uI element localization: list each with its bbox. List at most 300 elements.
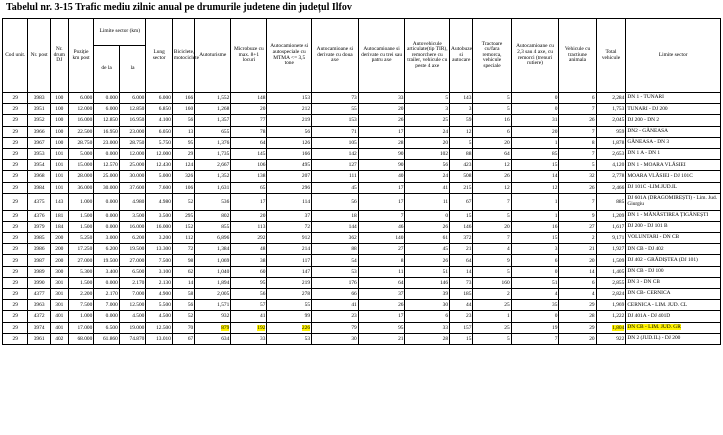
cell-bic: 58 [172, 289, 194, 300]
cell-aut: 932 [195, 311, 231, 322]
header-autoturisme: Autoturisme [195, 19, 231, 93]
cell-ac2: 41 [312, 300, 359, 311]
cell-la: 12.850 [119, 104, 146, 115]
cell-tra: 27 [559, 221, 596, 232]
cell-acr: 3 [511, 244, 559, 255]
cell-acm: 56 [267, 126, 312, 137]
cell-acm: 126 [267, 137, 312, 148]
cell-lim: DN 1 - MĂNĂSTIREA ȚIGĂNEȘTI [626, 210, 721, 221]
header-autobuze: Autobuze si autocare [450, 19, 473, 93]
cell-post: 4375 [28, 193, 50, 210]
cell-cod: 29 [3, 193, 28, 210]
cell-post: 3963 [28, 300, 50, 311]
cell-acr: 31 [511, 115, 559, 126]
cell-ac3: 28 [358, 137, 405, 148]
cell-poz: 5.300 [68, 266, 93, 277]
cell-trc: 5 [473, 266, 511, 277]
cell-ac3: 46 [358, 221, 405, 232]
cell-trc: 12 [473, 160, 511, 171]
cell-ac3: 26 [358, 300, 405, 311]
cell-dj: 184 [50, 221, 68, 232]
header-tractoare: Tractoare cu/fara remorca, vehicule speciale [473, 19, 511, 93]
cell-dj: 101 [50, 148, 68, 159]
cell-poz: 17.000 [68, 322, 93, 333]
table-row [3, 137, 721, 148]
cell-la: 30.000 [119, 171, 146, 182]
cell-lim: VOLUNTARI - DN CB [626, 233, 721, 244]
cell-acm: 207 [267, 171, 312, 182]
cell-de: 7.000 [94, 300, 119, 311]
cell-la: 16.950 [119, 115, 146, 126]
cell-dj: 300 [50, 266, 68, 277]
cell-trc: 16 [473, 115, 511, 126]
cell-lim: DN CB- CERNICA [626, 289, 721, 300]
cell-tra: 14 [559, 266, 596, 277]
cell-acr: 20 [511, 126, 559, 137]
cell-dj: 100 [50, 126, 68, 137]
cell-dj: 100 [50, 137, 68, 148]
cell-bus: 185 [450, 289, 473, 300]
cell-cod: 29 [3, 255, 28, 266]
cell-bus: 508 [450, 171, 473, 182]
cell-acr: 35 [511, 300, 559, 311]
cell-lim: DJ 101C -LIM.JUD.IL [626, 182, 721, 193]
cell-art: 11 [405, 193, 450, 210]
cell-mic: 138 [231, 171, 267, 182]
header-autocamioane-2: Autocamioane si derivate cu doua axe [312, 19, 359, 93]
cell-aut: 2,667 [195, 160, 231, 171]
cell-ac2: 153 [312, 115, 359, 126]
cell-dj: 200 [50, 244, 68, 255]
cell-poz: 5.000 [68, 148, 93, 159]
cell-dj: 401 [50, 311, 68, 322]
cell-bic: 14 [172, 277, 194, 288]
cell-mic: 77 [231, 115, 267, 126]
table-row [3, 182, 721, 193]
cell-la: 19.000 [119, 322, 146, 333]
cell-poz: 1.000 [68, 193, 93, 210]
cell-trc: 26 [473, 171, 511, 182]
cell-la: 23.000 [119, 126, 146, 137]
table-row [3, 300, 721, 311]
cell-bus: 423 [450, 160, 473, 171]
cell-acm: 212 [267, 104, 312, 115]
cell-bus: 23 [450, 311, 473, 322]
cell-acr: 0 [511, 104, 559, 115]
cell-bic: 67 [172, 333, 194, 344]
table-row [3, 193, 721, 210]
cell-tra: 7 [559, 193, 596, 210]
cell-tot: 1,927 [596, 244, 626, 255]
cell-lim: DJ 200 - DN 2 [626, 115, 721, 126]
cell-ac2: 45 [312, 182, 359, 193]
cell-tot: 1,969 [596, 300, 626, 311]
cell-dj: 100 [50, 104, 68, 115]
header-articulate: Autovehicule articulate(tip TIR), remorchere cu trailer, vehicule cu peste 4 axe [405, 19, 450, 93]
cell-mic: 95 [231, 277, 267, 288]
header-autocamionete: Autocamionete si autospeciale cu MTMA <= 3,5 tone [267, 19, 312, 93]
cell-art: 61 [405, 233, 450, 244]
header-nr-drum: Nr. drum DJ [50, 19, 68, 93]
table-row [3, 171, 721, 182]
cell-acr: 0 [511, 266, 559, 277]
table-row [3, 244, 721, 255]
cell-lim [626, 322, 721, 333]
cell-acr: 15 [511, 160, 559, 171]
cell-mic: 292 [231, 233, 267, 244]
cell-bus: 146 [450, 221, 473, 232]
cell-art: 3 [405, 104, 450, 115]
cell-ac2: 56 [312, 193, 359, 210]
cell-tra: 26 [559, 115, 596, 126]
header-de-la: de la [94, 46, 119, 93]
cell-post: 3968 [28, 171, 50, 182]
cell-mic: 148 [231, 93, 267, 104]
cell-lim: DJ 200 - DJ 101 B [626, 221, 721, 232]
cell-mic: 56 [231, 289, 267, 300]
cell-de: 6.500 [94, 322, 119, 333]
cell-ac2: 111 [312, 171, 359, 182]
cell-bus: 73 [450, 277, 473, 288]
cell-bic: 13 [172, 126, 194, 137]
cell-la: 25.000 [119, 160, 146, 171]
cell-lim: DN 3 - DN CB [626, 277, 721, 288]
cell-lung: 4.900 [146, 289, 173, 300]
cell-lim: GĂNEASA - DN 3 [626, 137, 721, 148]
cell-cod: 29 [3, 300, 28, 311]
cell-la: 6.200 [119, 233, 146, 244]
cell-tot: 1,222 [596, 311, 626, 322]
cell-dj: 301 [50, 289, 68, 300]
cell-bus: 12 [450, 126, 473, 137]
cell-la: 37.600 [119, 182, 146, 193]
cell-acm: 147 [267, 266, 312, 277]
cell-de: 12.570 [94, 160, 119, 171]
header-limite-sector-km: Limite sector (km) [94, 19, 146, 46]
cell-la: 3.500 [119, 210, 146, 221]
cell-ac3: 26 [358, 115, 405, 126]
cell-cod: 29 [3, 115, 28, 126]
cell-cod: 29 [3, 182, 28, 193]
cell-post: 3966 [28, 126, 50, 137]
cell-post: 3954 [28, 160, 50, 171]
cell-poz: 12.000 [68, 104, 93, 115]
cell-trc: 7 [473, 233, 511, 244]
cell-tra: 6 [559, 277, 596, 288]
cell-ac2: 127 [312, 160, 359, 171]
cell-aut: 1,552 [195, 93, 231, 104]
cell-lung: 12.000 [146, 148, 173, 159]
cell-trc: 5 [473, 210, 511, 221]
cell-poz: 1.500 [68, 277, 93, 288]
highlight-mark: 192 [257, 324, 266, 331]
cell-trc: 5 [473, 104, 511, 115]
cell-art: 5 [405, 93, 450, 104]
cell-cod: 29 [3, 266, 28, 277]
cell-bus: 15 [450, 210, 473, 221]
cell-tot: 1,405 [596, 266, 626, 277]
cell-poz: 1.000 [68, 311, 93, 322]
table-title: Tabelul nr. 3-15 Trafic mediu zilnic anual pe drumurile judetene din județul Ilfov [6, 2, 352, 13]
cell-lung: 2.130 [146, 277, 173, 288]
cell-bus: 21 [450, 244, 473, 255]
header-cod: Cod unit. [3, 19, 28, 93]
cell-lung: 13.300 [146, 244, 173, 255]
cell-lung: 7.500 [146, 255, 173, 266]
cell-art: 56 [405, 160, 450, 171]
cell-lung: 16.000 [146, 221, 173, 232]
cell-tot: 1,209 [596, 210, 626, 221]
cell-lim: DJ 401A - DJ 401D [626, 311, 721, 322]
cell-mic: 60 [231, 266, 267, 277]
cell-post: 3974 [28, 322, 50, 333]
cell-tot: 1,509 [596, 255, 626, 266]
table-row [3, 266, 721, 277]
cell-lung: 3.500 [146, 210, 173, 221]
cell-bic: 70 [172, 322, 194, 333]
cell-cod: 29 [3, 233, 28, 244]
cell-de: 3.400 [94, 266, 119, 277]
cell-bus: 44 [450, 300, 473, 311]
table-row [3, 126, 721, 137]
cell-dj: 301 [50, 277, 68, 288]
cell-ac3: 11 [358, 266, 405, 277]
cell-bus: 67 [450, 193, 473, 210]
cell-tot: 2,466 [596, 182, 626, 193]
cell-la: 27.000 [119, 255, 146, 266]
cell-acr: 1 [511, 210, 559, 221]
cell-mic: 78 [231, 126, 267, 137]
header-nr-post: Nr. post [28, 19, 50, 93]
cell-acm: 278 [267, 289, 312, 300]
cell-la: 6.500 [119, 266, 146, 277]
cell-ac2: 66 [312, 289, 359, 300]
cell-tra: 28 [559, 311, 596, 322]
cell-acm: 37 [267, 210, 312, 221]
cell-ac3: 33 [358, 93, 405, 104]
cell-art: 26 [405, 255, 450, 266]
cell-bus: 88 [450, 148, 473, 159]
cell-tra: 4 [559, 289, 596, 300]
cell-ac3: 20 [358, 104, 405, 115]
cell-cod: 29 [3, 221, 28, 232]
cell-ac2: 55 [312, 104, 359, 115]
cell-poz: 27.000 [68, 255, 93, 266]
cell-lung: 13.010 [146, 333, 173, 344]
cell-dj: 100 [50, 93, 68, 104]
cell-dj: 101 [50, 160, 68, 171]
cell-lung: 7.600 [146, 182, 173, 193]
cell-cod: 29 [3, 104, 28, 115]
cell-tra: 20 [559, 255, 596, 266]
cell-acm: 912 [267, 233, 312, 244]
cell-la: 4.500 [119, 311, 146, 322]
cell-mic: 145 [231, 148, 267, 159]
cell-trc: 160 [473, 277, 511, 288]
cell-ac2: 176 [312, 277, 359, 288]
cell-art: 20 [405, 137, 450, 148]
cell-mic [231, 322, 267, 333]
cell-post: 3953 [28, 148, 50, 159]
table-row [3, 210, 721, 221]
cell-trc: 25 [473, 300, 511, 311]
highlight-mark: 1,804 [612, 324, 625, 331]
cell-art: 30 [405, 300, 450, 311]
cell-art: 102 [405, 148, 450, 159]
cell-trc: 20 [473, 137, 511, 148]
cell-ac3: 17 [358, 193, 405, 210]
cell-cod: 29 [3, 171, 28, 182]
cell-tot: 2,824 [596, 289, 626, 300]
cell-tot: 1,753 [596, 104, 626, 115]
cell-cod: 29 [3, 160, 28, 171]
cell-acm: 53 [267, 333, 312, 344]
cell-poz: 7.500 [68, 300, 93, 311]
cell-ac2: 18 [312, 210, 359, 221]
cell-aut: 1,735 [195, 148, 231, 159]
cell-post: 3987 [28, 255, 50, 266]
table-row [3, 311, 721, 322]
cell-acm: 72 [267, 221, 312, 232]
cell-art: 41 [405, 182, 450, 193]
cell-bus: 157 [450, 322, 473, 333]
cell-ac3: 27 [358, 244, 405, 255]
cell-ac2: 144 [312, 221, 359, 232]
cell-lim: DN 1 A - DN 1 [626, 148, 721, 159]
cell-cod: 29 [3, 93, 28, 104]
cell-post: 3989 [28, 266, 50, 277]
cell-aut: 1,069 [195, 255, 231, 266]
cell-dj: 200 [50, 255, 68, 266]
cell-lung: 12.430 [146, 160, 173, 171]
cell-tra: 20 [559, 333, 596, 344]
cell-lung: 5.750 [146, 137, 173, 148]
cell-aut: 1,352 [195, 171, 231, 182]
cell-ac3: 7 [358, 210, 405, 221]
cell-tot: 9,171 [596, 233, 626, 244]
cell-bus: 372 [450, 233, 473, 244]
cell-mic: 33 [231, 333, 267, 344]
cell-lim: DN2 - GĂNEASA [626, 126, 721, 137]
cell-tra: 8 [559, 137, 596, 148]
cell-la: 6.000 [119, 93, 146, 104]
cell-bic: 29 [172, 148, 194, 159]
table-row [3, 93, 721, 104]
cell-tra: 2 [559, 233, 596, 244]
cell-lim: DN CB - DJ 402 [626, 244, 721, 255]
cell-dj: 181 [50, 210, 68, 221]
cell-ac3: 37 [358, 289, 405, 300]
cell-aut: 1,376 [195, 137, 231, 148]
cell-acr: 19 [511, 322, 559, 333]
cell-acm: 296 [267, 182, 312, 193]
cell-ac2: 142 [312, 148, 359, 159]
cell-acr: 85 [511, 148, 559, 159]
cell-acr: 1 [511, 137, 559, 148]
cell-ac2: 105 [312, 137, 359, 148]
cell-acm: 117 [267, 255, 312, 266]
cell-acr: 6 [511, 255, 559, 266]
cell-poz: 15.000 [68, 160, 93, 171]
cell-post: 3951 [28, 104, 50, 115]
cell-lung: 6.850 [146, 104, 173, 115]
cell-post: 3983 [28, 93, 50, 104]
cell-la: 2.170 [119, 277, 146, 288]
cell-poz: 22.500 [68, 126, 93, 137]
cell-aut: 855 [195, 221, 231, 232]
cell-trc: 6 [473, 126, 511, 137]
cell-acr: 12 [511, 182, 559, 193]
cell-ac3: 17 [358, 126, 405, 137]
cell-ac2: 79 [312, 322, 359, 333]
cell-trc: 64 [473, 148, 511, 159]
cell-art: 24 [405, 171, 450, 182]
cell-tot: 1,878 [596, 137, 626, 148]
cell-tra: 7 [559, 104, 596, 115]
cell-tot: 959 [596, 126, 626, 137]
cell-acr: 51 [511, 277, 559, 288]
cell-ac2: 30 [312, 333, 359, 344]
cell-bus: 5 [450, 137, 473, 148]
cell-tot: 2,855 [596, 277, 626, 288]
cell-poz: 16.000 [68, 115, 93, 126]
cell-de: 0.000 [94, 277, 119, 288]
cell-poz: 68.000 [68, 333, 93, 344]
table-row [3, 322, 721, 333]
cell-acr: 0 [511, 311, 559, 322]
cell-de: 6.200 [94, 244, 119, 255]
cell-tot [596, 322, 626, 333]
cell-lung: 4.500 [146, 311, 173, 322]
cell-poz: 1.500 [68, 221, 93, 232]
header-biciclete: Biciclete, motociclete [172, 19, 194, 93]
table-row [3, 104, 721, 115]
cell-ac2: 88 [312, 244, 359, 255]
cell-de: 0.000 [94, 311, 119, 322]
cell-post: 3979 [28, 221, 50, 232]
cell-tot: 922 [596, 333, 626, 344]
cell-tra: 29 [559, 322, 596, 333]
highlight-mark: DN CB - LIM. JUD. GR [627, 323, 681, 330]
cell-cod: 29 [3, 333, 28, 344]
cell-bic: 160 [172, 104, 194, 115]
header-limite-sector: Limite sector [626, 19, 721, 93]
cell-tra: 6 [559, 93, 596, 104]
cell-poz: 2.200 [68, 289, 93, 300]
cell-ac3: 8 [358, 255, 405, 266]
cell-la: 16.000 [119, 221, 146, 232]
header-autocamioane-3: Autocamioane si derivate cu trei sau patru axe [358, 19, 405, 93]
cell-bus: 15 [450, 333, 473, 344]
cell-bic: 98 [172, 255, 194, 266]
cell-aut: 1,571 [195, 300, 231, 311]
cell-art: 0 [405, 210, 450, 221]
cell-lung: 12.500 [146, 322, 173, 333]
cell-tot: 2,045 [596, 115, 626, 126]
cell-tra: 26 [559, 182, 596, 193]
cell-poz: 1.500 [68, 210, 93, 221]
highlight-mark: 879 [221, 324, 230, 331]
cell-bic: 52 [172, 311, 194, 322]
cell-art: 39 [405, 289, 450, 300]
cell-bic: 166 [172, 93, 194, 104]
cell-cod: 29 [3, 137, 28, 148]
cell-tra: 7 [559, 148, 596, 159]
cell-dj: 101 [50, 182, 68, 193]
cell-la: 74.870 [119, 333, 146, 344]
cell-bic: 95 [172, 137, 194, 148]
cell-cod: 29 [3, 311, 28, 322]
